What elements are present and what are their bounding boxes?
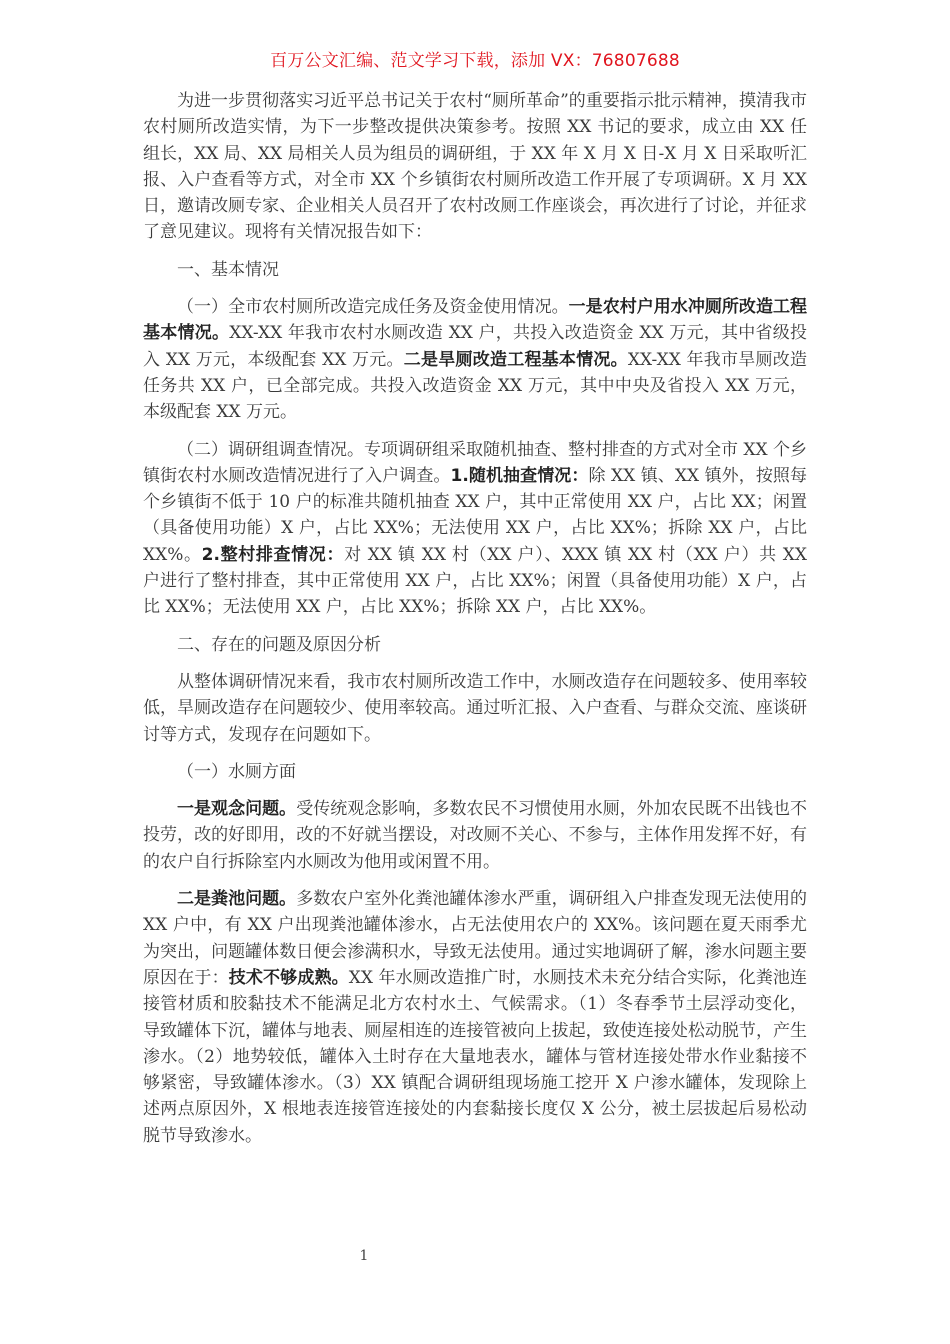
- header-banner: 百万公文汇编、范文学习下载，添加 VX：76807688: [270, 51, 680, 71]
- paragraph-text: （二）调研组调查情况。专项调研组采取随机抽查、整村排查的方式对全市 XX 个乡镇街农村水厕改造情况进行了入户调查。: [143, 439, 808, 486]
- paragraph-text: XX-XX 年我市农村水厕改造 XX 户，共投入改造资金 XX 万元，其中省级投入 XX 万元，本级配套 XX 万元。: [143, 323, 807, 370]
- section-heading: [143, 759, 807, 785]
- paragraph-text: 对 XX 镇 XX 村（XX 户）、XXX 镇 XX 村（XX 户）共 XX 户进行了整村排查，其中正常使用 XX 户，占比 XX%；闲置（具备使用功能）X 户，占比 XX%；无法使用 XX 户，占比 XX%；拆除 XX 户，占比 XX%。: [143, 544, 808, 618]
- bold-lead-text: 一是观念问题。: [177, 799, 297, 820]
- paragraph: [143, 88, 807, 246]
- paragraph: [143, 669, 807, 748]
- paragraph-text: （一）全市农村厕所改造完成任务及资金使用情况。: [177, 297, 569, 318]
- paragraph-text: 受传统观念影响，多数农民不习惯使用水厕，外加农民既不出钱也不投劳，改的好即用，改的不好就当摆设，对改厕不关心、不参与，主体作用发挥不好，有的农户自行拆除室内水厕改为他用或闲置不用。: [143, 799, 808, 872]
- paragraph-text: （一）水厕方面: [177, 761, 296, 782]
- paragraph-text: XX 年水厕改造推广时，水厕技术未充分结合实际，化粪池连接管材质和胶黏技术不能满足北方农村水土、气候需求。（1）冬春季节土层浮动变化，导致罐体下沉，罐体与地表、厕屋相连的连接管被向上拔起，致使连接处松动脱节，产生渗水。（2）地势较低，罐体入土时存在大量地表水，罐体与管材连接处带水作业黏接不够紧密，导致罐体渗水。（3）XX 镇配合调研组现场施工挖开 X 户渗水罐体，发现除上述两点原因外，X 根地表连接管连接处的内套黏接长度仅 X 公分，被土层拔起后易松动脱节导致渗水。: [143, 967, 808, 1146]
- paragraph: [143, 294, 807, 425]
- paragraph-text: 为进一步贯彻落实习近平总书记关于农村“厕所革命”的重要指示批示精神，摸清我市农村厕所改造实情，为下一步整改提供决策参考。按照 XX 书记的要求，成立由 XX 任组长，XX 局、XX 局相关人员为组员的调研组，于 XX 年 X 月 X 日-X 月 X 日采取听汇报、入户查看等方式，对全市 XX 个乡镇街农村厕所改造工作开展了专项调研。X 月 XX 日，邀请改厕专家、企业相关人员召开了农村改厕工作座谈会，再次进行了讨论，并征求了意见建议。现将有关情况报告如下：: [143, 91, 807, 243]
- bold-lead-text: 1.随机抽查情况：: [450, 465, 589, 486]
- paragraph-text: 一、基本情况: [177, 259, 279, 280]
- section-heading: [143, 257, 807, 283]
- bold-lead-text: 技术不够成熟。: [228, 967, 349, 988]
- paragraph-text: 多数农户室外化粪池罐体渗水严重，调研组入户排查发现无法使用的 XX 户中，有 XX 户出现粪池罐体渗水，占无法使用农户的 XX%。该问题在夏天雨季尤为突出，问题罐体数日便会渗满积水，导致无法使用。通过实地调研了解，渗水问题主要原因在于：: [143, 889, 808, 988]
- paragraph-text: 二、存在的问题及原因分析: [177, 634, 381, 655]
- bold-lead-text: 2.整村排查情况：: [201, 544, 345, 565]
- paragraph-text: XX-XX 年我市旱厕改造任务共 XX 户，已全部完成。共投入改造资金 XX 万元，其中中央及省投入 XX 万元，本级配套 XX 万元。: [143, 349, 807, 423]
- bold-lead-text: 二是粪池问题。: [177, 889, 297, 910]
- bold-lead-text: 二是旱厕改造工程基本情况。: [403, 349, 628, 370]
- paragraph: [143, 796, 807, 875]
- section-heading: [143, 632, 807, 658]
- paragraph-text: 除 XX 镇、XX 镇外，按照每个乡镇街不低于 10 户的标准共随机抽查 XX 户，其中正常使用 XX 户，占比 XX；闲置（具备使用功能）X 户，占比 XX%；无法使用 XX 户，占比 XX%；拆除 XX 户，占比 XX%。: [143, 465, 807, 565]
- bold-lead-text: 一是农村户用水冲厕所改造工程基本情况。: [143, 297, 808, 344]
- page-number: 1: [359, 1248, 369, 1264]
- paragraph-text: 从整体调研情况来看，我市农村厕所改造工作中，水厕改造存在问题较多、使用率较低，旱厕改造存在问题较少、使用率较高。通过听汇报、入户查看、与群众交流、座谈研讨等方式，发现存在问题如下。: [143, 671, 807, 745]
- paragraph: [143, 886, 807, 1149]
- paragraph: [143, 437, 807, 621]
- document-body: [143, 88, 807, 1160]
